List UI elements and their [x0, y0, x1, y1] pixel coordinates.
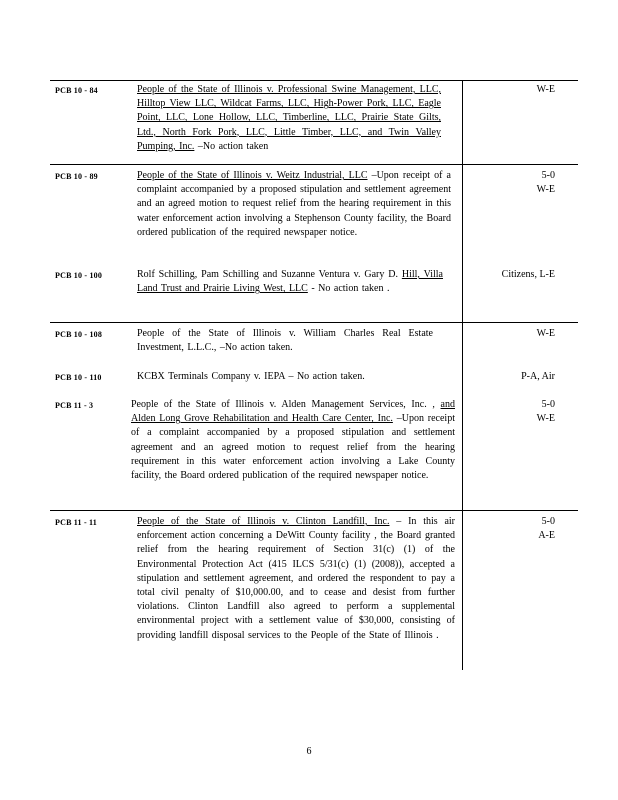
case-description	[137, 370, 437, 384]
page-number: 6	[306, 746, 312, 757]
vote-label: P-A, Air	[521, 371, 555, 382]
case-title: People of the State of Illinois v. Clinton Landfill, Inc.	[137, 516, 390, 527]
case-title: Hill, Villa Land Trust and Prairie Living West, LLC	[137, 269, 443, 295]
case-description	[137, 268, 443, 296]
case-title: and Alden Long Grove Rehabilitation and Health Care Center, Inc.	[131, 399, 455, 425]
case-title: People of the State of Illinois v. Weitz Industrial, LLC	[137, 170, 368, 181]
vote-label: W-E	[536, 413, 555, 424]
case-text: –No action taken	[194, 140, 269, 152]
case-description	[137, 169, 451, 240]
case-description	[137, 327, 433, 355]
case-text: –No action taken.	[219, 342, 293, 354]
case-number: PCB 10 - 110	[55, 373, 102, 382]
table-rule-4	[50, 510, 578, 511]
case-title-plain: KCBX Terminals Company v. IEPA	[137, 371, 289, 382]
case-number: PCB 10 - 108	[55, 330, 103, 339]
case-title: People of the State of Illinois v. Professional Swine Management, LLC, Hilltop View LLC, Wildcat Farms, LLC, High-Power Pork, LLC, Eagle Point, LLC, Lone Hollow, LLC, Timberline, LLC, Prairie State Gilts, Ltd., North Fork Pork, LLC, Little Timber, LLC, and Twin Valley Pumping, Inc.	[137, 84, 441, 152]
case-number: PCB 10 - 100	[55, 271, 103, 280]
table-rule-3	[50, 322, 578, 323]
vote-count: 5-0	[541, 170, 555, 181]
table-rule-top	[50, 80, 578, 81]
case-title-plain: People of the State of Illinois v. William Charles Real Estate Investment, L.L.C.,	[137, 328, 433, 354]
case-number: PCB 10 - 89	[55, 172, 98, 181]
vote-column-divider	[462, 80, 463, 670]
case-description	[131, 398, 455, 483]
case-text: - No action taken .	[307, 283, 390, 295]
case-description	[137, 515, 455, 643]
case-number: PCB 11 - 3	[55, 401, 94, 410]
vote-label: W-E	[536, 184, 555, 195]
vote-label: W-E	[536, 84, 555, 95]
vote-count: 5-0	[541, 516, 555, 527]
table-rule-2	[50, 164, 578, 165]
case-description	[137, 83, 441, 154]
vote-label: A-E	[538, 530, 555, 541]
case-number: PCB 11 - 11	[55, 518, 97, 527]
vote-label: Citizens, L-E	[501, 269, 555, 280]
case-text: –Upon receipt of a complaint accompanied by a proposed stipulation and settlement agreement and an agreed motion to request relief from the hearing requirement in this water enforcement action involving a Stephenson County facility, the Board ordered publication of the required newspaper notice.	[137, 170, 451, 238]
case-text: –Upon receipt of a complaint accompanied by a proposed stipulation and settlement agreement and an agreed motion to request relief from the hearing requirement in this water enforcement action involving a Lake County facility, the Board ordered publication of the required newspaper notice.	[131, 413, 455, 482]
case-title-plain: People of the State of Illinois v. Alden Management Services, Inc. ,	[131, 399, 441, 410]
case-number: PCB 10 - 84	[55, 86, 98, 95]
vote-label: W-E	[536, 328, 555, 339]
case-text: – No action taken.	[288, 371, 365, 382]
case-title-plain: Rolf Schilling, Pam Schilling and Suzanne Ventura v. Gary D.	[137, 269, 402, 280]
vote-count: 5-0	[541, 399, 555, 410]
case-text: – In this air enforcement action concerning a DeWitt County facility , the Board granted relief from the hearing requirement of Section 31(c) (1) of the Environmental Protection Act (415 ILCS 5/31(c) (1) (2008)), accepted a stipulation and settlement agreement, and ordered the respondent to pay a total civil penalty of $10,000.00, and to cease and desist from further violations. Clinton Landfill also agreed to perform a supplemental environmental project with a settlement value of $30,000, consisting of providing landfill disposal services to the People of the State of Illinois .	[137, 516, 455, 641]
